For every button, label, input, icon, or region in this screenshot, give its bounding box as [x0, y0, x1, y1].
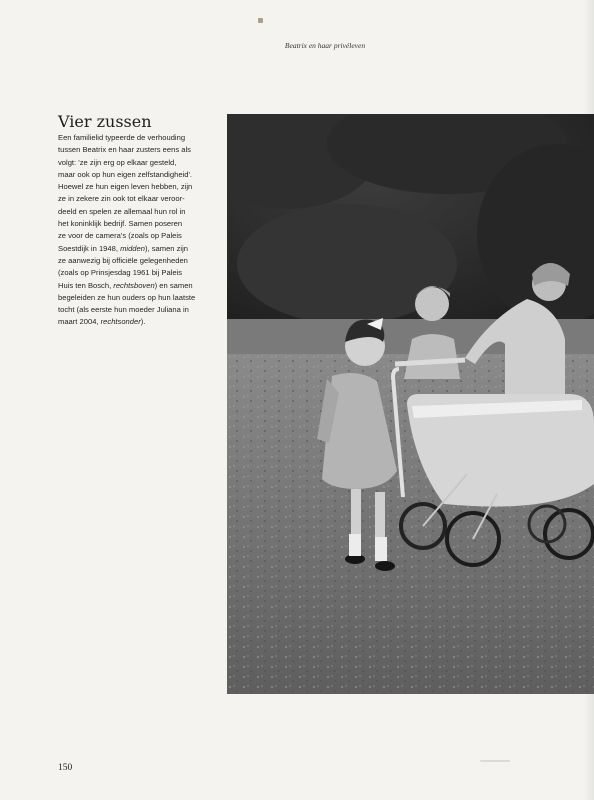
body-line: ze aanwezig bij officiële gelegenheden: [58, 255, 188, 265]
body-text: Huis ten Bosch,: [58, 280, 114, 290]
photo-ref-top-right: rechtsboven: [113, 280, 155, 290]
body-line: maar ook op hun eigen zelfstandigheid'.: [58, 169, 193, 179]
running-head: Beatrix en haar privéleven: [284, 41, 366, 50]
section-title: Vier zussen: [58, 112, 152, 131]
body-line: (zoals op Prinsjesdag 1961 bij Paleis: [58, 268, 183, 278]
body-line: tussen Beatrix en haar zusters eens als: [58, 145, 191, 155]
ornament-dot: [258, 18, 263, 23]
body-paragraph: [58, 132, 218, 329]
scan-mark: [480, 760, 510, 762]
body-line: [58, 316, 218, 328]
photo-ref-middle: midden: [120, 243, 145, 253]
body-line: ze in zekere zin ook tot elkaar veroor-: [58, 194, 185, 204]
body-line: begeleiden ze hun ouders op hun laatste: [58, 292, 196, 302]
body-line: deeld en spelen ze allemaal hun rol in: [58, 206, 186, 216]
body-text: maart 2004,: [58, 317, 101, 327]
body-text: ), samen zijn: [144, 243, 189, 253]
body-line: het koninklijk bedrijf. Samen poseren: [58, 219, 183, 229]
body-text: Soestdijk in 1948,: [58, 243, 121, 253]
body-line: Een familielid typeerde de verhouding: [58, 133, 186, 142]
body-line: tocht (als eerste hun moeder Juliana in: [58, 305, 189, 315]
body-line: ze voor de camera's (zoals op Paleis: [58, 231, 182, 241]
body-line: Hoewel ze hun eigen leven hebben, zijn: [58, 182, 193, 192]
page-number: 150: [58, 763, 73, 773]
photo-four-sisters-with-pram: [227, 114, 594, 694]
photo-ref-bottom-right: rechtsonder: [100, 317, 141, 327]
body-text: ).: [140, 317, 146, 327]
body-line: volgt: 'ze zijn erg op elkaar gesteld,: [58, 157, 177, 167]
body-line: [58, 280, 218, 292]
body-line: [58, 243, 218, 255]
body-text: ) en samen: [154, 280, 193, 290]
